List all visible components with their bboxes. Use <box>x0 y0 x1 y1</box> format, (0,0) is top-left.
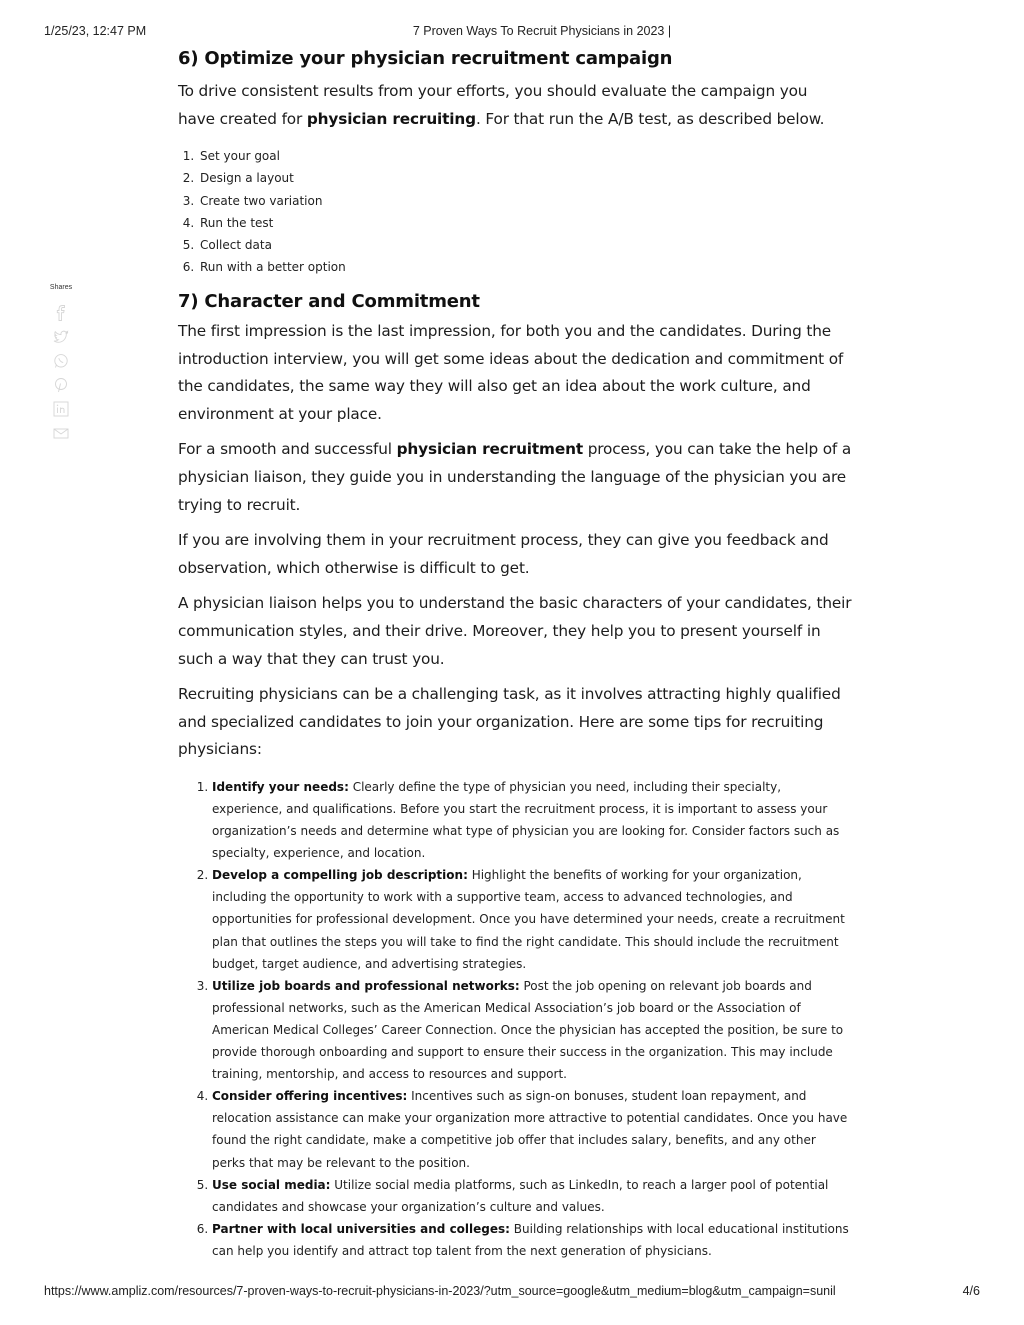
list-item <box>212 864 852 974</box>
print-footer <box>44 1284 980 1300</box>
text-run: For a smooth and successful <box>178 440 397 459</box>
pinterest-icon[interactable] <box>53 377 69 393</box>
section-heading: 7) Character and Commitment <box>178 291 480 312</box>
recruiting-tips-list <box>212 776 852 1262</box>
list-item <box>212 1218 852 1262</box>
list-item: 4. Run the test <box>198 212 848 234</box>
tip-title: Identify your needs: <box>212 779 349 794</box>
paragraph <box>178 78 848 133</box>
tip-title: Utilize job boards and professional networks: <box>212 978 520 993</box>
shares-label: Shares <box>49 284 73 291</box>
tip-title: Consider offering incentives: <box>212 1089 408 1104</box>
list-item: 3. Create two variation <box>198 190 848 212</box>
section-heading: 6) Optimize your physician recruitment campaign <box>178 48 673 69</box>
paragraph: Recruiting physicians can be a challenging task, as it involves attracting highly qualified and specialized candidates to join your organization. Here are some tips for recruiting physicians: <box>178 685 841 759</box>
print-date: 1/25/23, 12:47 PM <box>44 24 147 38</box>
page-url: https://www.ampliz.com/resources/7-proven-ways-to-recruit-physicians-in-2023/?utm_source=google&utm_medium=blog&utm_campaign=sunil <box>44 1284 836 1298</box>
list-item <box>212 975 852 1085</box>
bold-text: physician recruiting <box>306 109 476 128</box>
article-content <box>178 46 852 1258</box>
list-item: 5. Collect data <box>198 234 848 256</box>
tip-title: Use social media: <box>212 1177 331 1192</box>
bold-text: physician recruitment <box>396 440 583 459</box>
list-item <box>212 776 852 864</box>
list-item: 1. Set your goal <box>198 145 848 167</box>
list-item <box>212 1085 852 1173</box>
print-header <box>44 24 980 40</box>
facebook-icon[interactable] <box>53 305 69 321</box>
tip-text: Utilize social media platforms, such as LinkedIn, to reach a larger pool of potential candidates and showcase your organization’s culture and values. <box>212 1177 829 1214</box>
tip-text: Incentives such as sign-on bonuses, student loan repayment, and relocation assistance can make your organization more attractive to potential candidates. Once you have found the right candidate, make a competitive job offer that includes salary, benefits, and any other perks that may be relevant to the position. <box>212 1089 848 1170</box>
list-item: 2. Design a layout <box>198 167 848 189</box>
tip-text: Building relationships with local educational institutions can help you identify and attract top talent from the next generation of physicians. <box>212 1221 849 1258</box>
section-character-commitment <box>178 291 852 1262</box>
paragraph: A physician liaison helps you to understand the basic characters of your candidates, their communication styles, and their drive. Moreover, they help you to present yourself in such a way that they can trust you. <box>178 594 852 668</box>
text-run: process, you can take the help of a physician liaison, they guide you in understanding the language of the physician you are trying to recruit. <box>178 440 852 514</box>
section-optimize-campaign <box>178 48 848 278</box>
email-icon[interactable] <box>53 425 69 441</box>
text-run: . For that run the A/B test, as described below. <box>475 109 825 128</box>
tip-text: Highlight the benefits of working for your organization, including the opportunity to work with a supportive team, access to advanced technologies, and opportunities for professional development. Once you have determined your needs, create a recruitment plan that outlines the steps you will take to find the right candidate. This should include the recruitment budget, target audience, and advertising strategies. <box>212 868 845 971</box>
whatsapp-icon[interactable] <box>53 353 69 369</box>
tip-text: Post the job opening on relevant job boards and professional networks, such as the American Medical Association’s job board or the Association of American Medical Colleges’ Career Connection. Once the physician has accepted the position, be sure to provide thorough onboarding and support to ensure their success in the organization. This may include training, mentorship, and access to resources and support. <box>212 978 844 1082</box>
linkedin-icon[interactable] <box>53 401 69 417</box>
list-item <box>212 1174 852 1218</box>
print-page-title: 7 Proven Ways To Recruit Physicians in 2023 | <box>412 24 672 38</box>
paragraph: If you are involving them in your recruitment process, they can give you feedback and observation, which otherwise is difficult to get. <box>178 531 829 577</box>
tip-text: Clearly define the type of physician you need, including their specialty, experience, and qualifications. Before you start the recruitment process, it is important to assess your organization’s needs and determine what type of physician you are looking for. Consider factors such as specialty, experience, and location. <box>212 779 840 861</box>
share-rail <box>46 284 76 449</box>
paragraph <box>178 436 852 519</box>
list-item: 6. Run with a better option <box>198 256 848 278</box>
twitter-icon[interactable] <box>53 329 69 345</box>
tip-title: Partner with local universities and colleges: <box>212 1221 510 1236</box>
ab-test-steps-list <box>198 145 848 278</box>
tip-title: Develop a compelling job description: <box>212 868 468 883</box>
page-number: 4/6 <box>962 1284 980 1298</box>
paragraph: The first impression is the last impression, for both you and the candidates. During the introduction interview, you will get some ideas about the dedication and commitment of the candidates, the same way they will also get an idea about the work culture, and environment at your place. <box>178 322 844 423</box>
text-run: To drive consistent results from your efforts, you should evaluate the campaign you have created for <box>178 82 808 128</box>
